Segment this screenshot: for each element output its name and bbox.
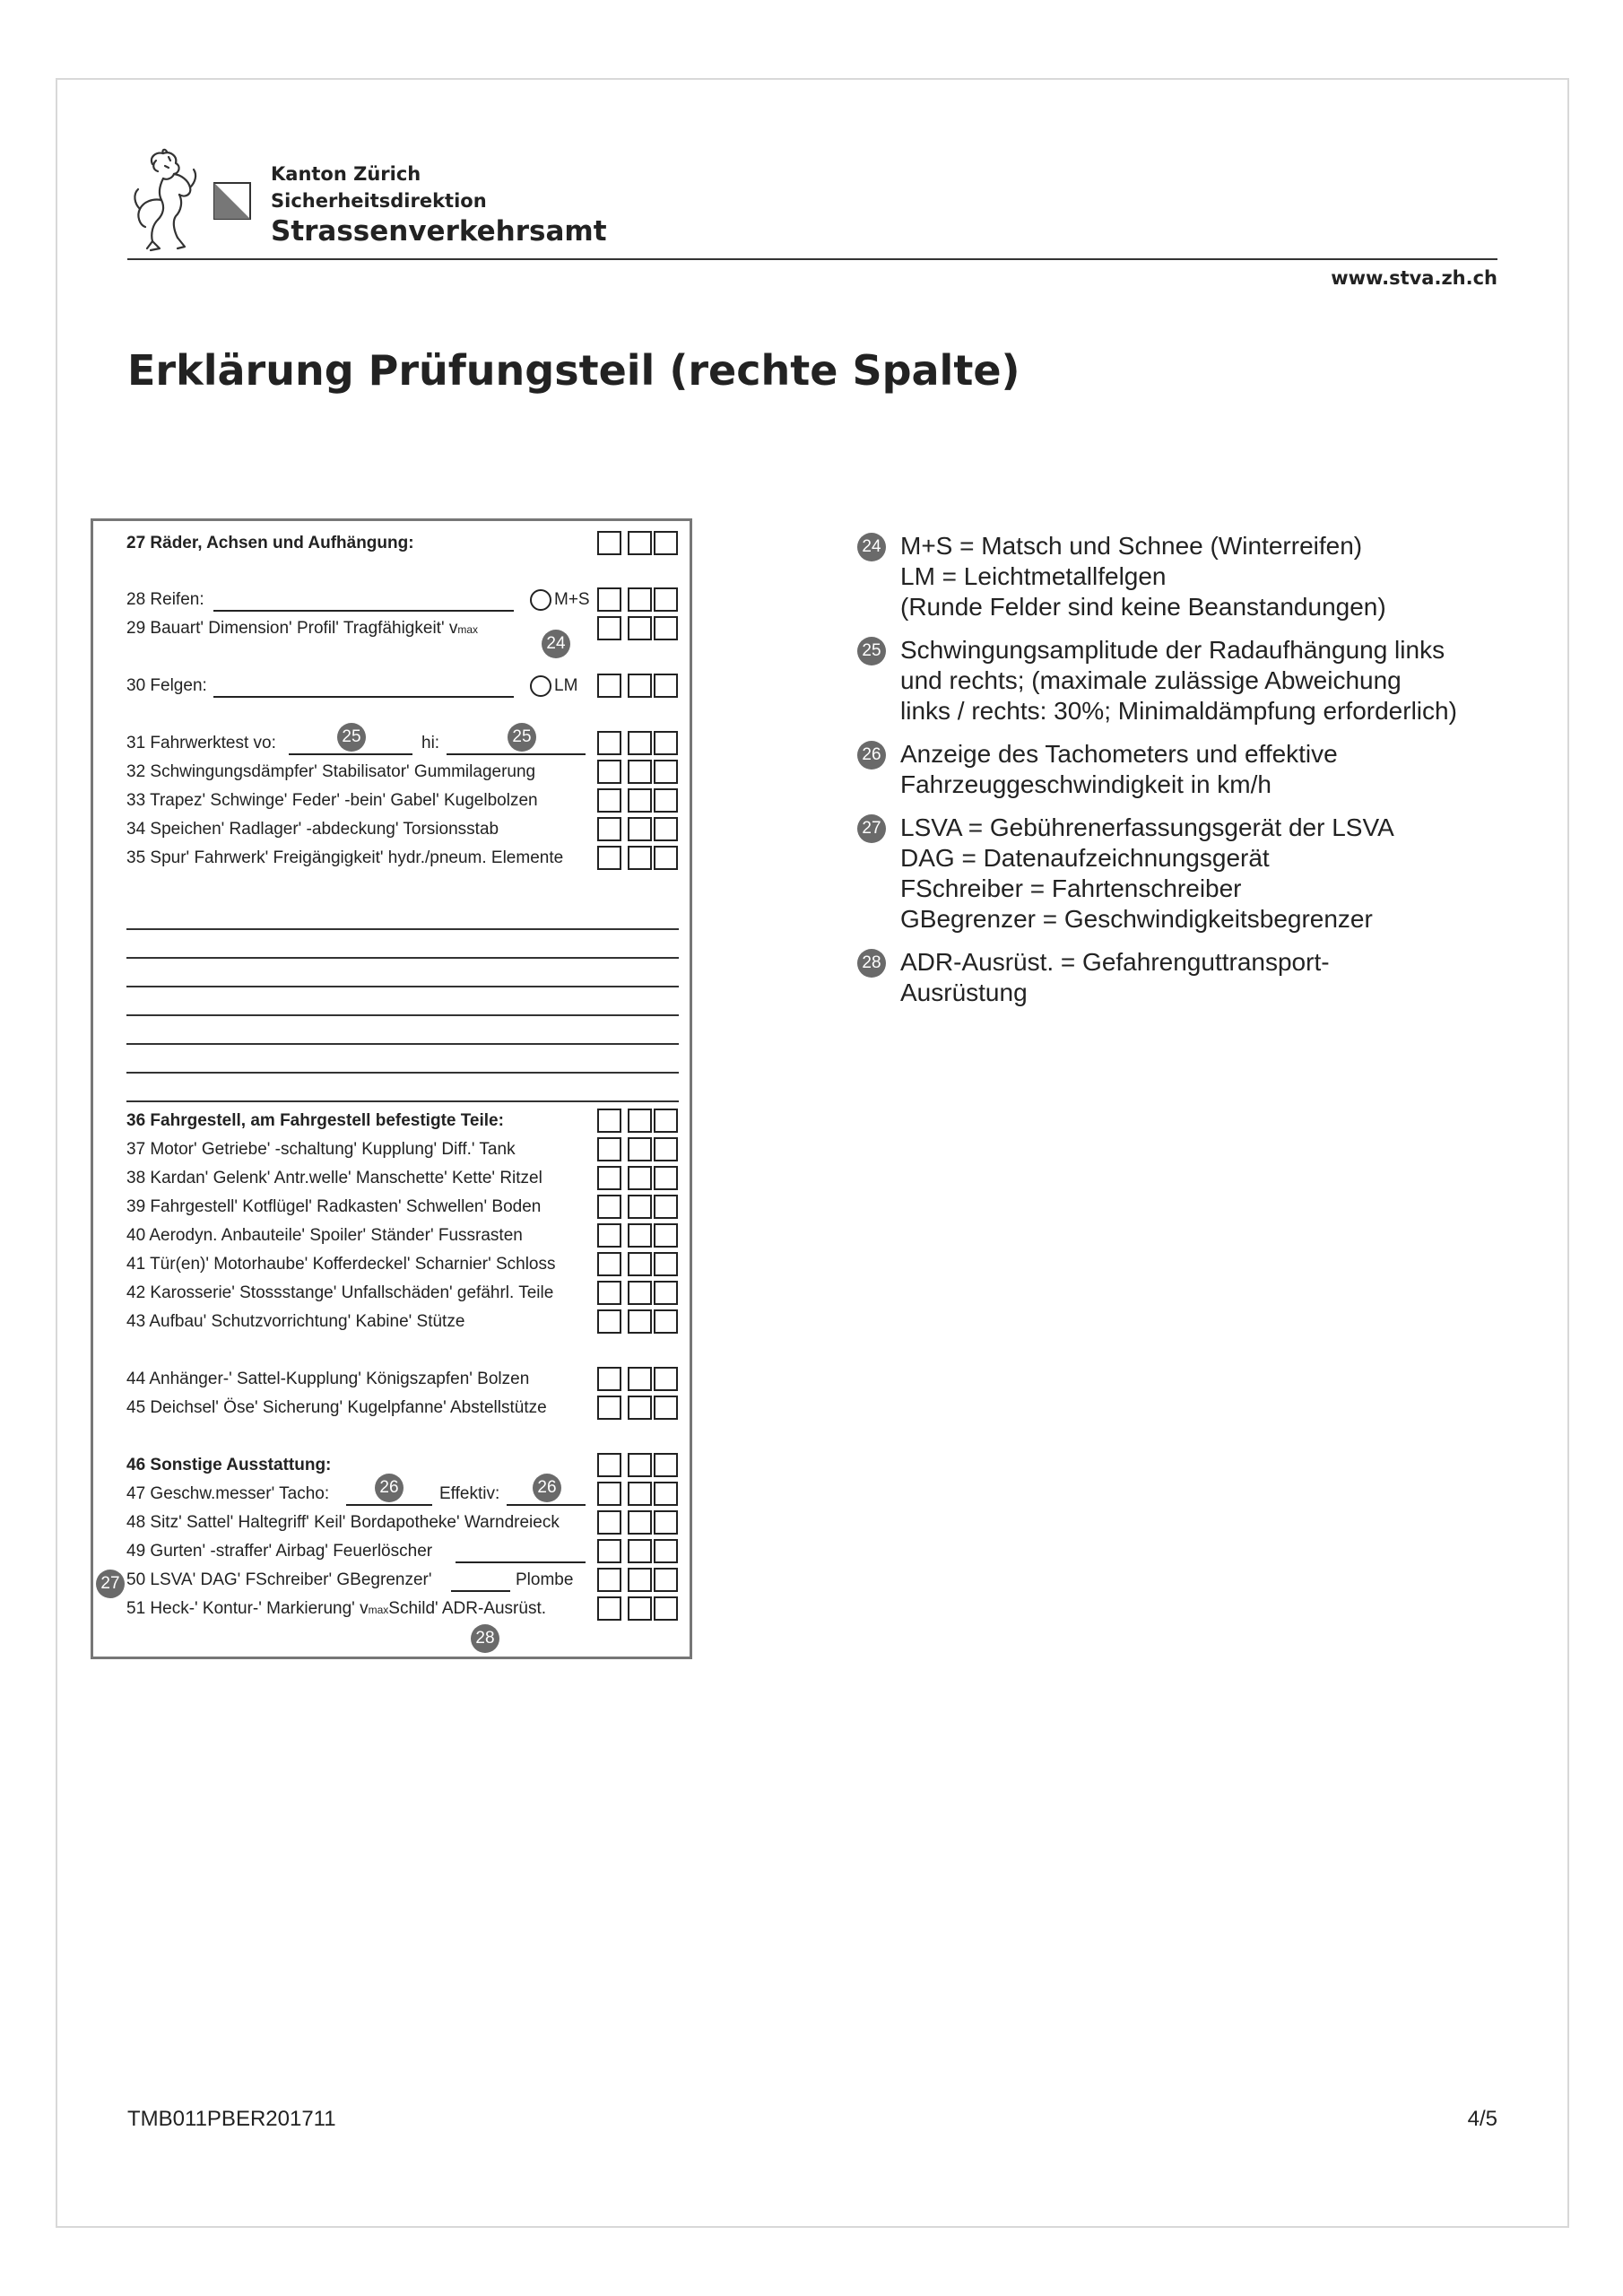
legend-text: Fahrzeuggeschwindigkeit in km/h: [900, 770, 1271, 798]
fill-line-rear[interactable]: [447, 753, 586, 755]
fill-line-rims[interactable]: [213, 696, 514, 698]
legend-badge: 26: [857, 741, 886, 770]
page-number: 4/5: [1467, 2107, 1497, 2131]
badge-26-tacho: 26: [375, 1474, 404, 1502]
legend-text: GBegrenzer = Geschwindigkeitsbegrenzer: [900, 905, 1373, 933]
legend-text: DAG = Datenaufzeichnungsgerät: [900, 844, 1270, 872]
website-link[interactable]: www.stva.zh.ch: [1331, 267, 1497, 289]
note-line[interactable]: [126, 957, 679, 959]
fill-line-safety[interactable]: [456, 1561, 586, 1563]
checkboxes-37[interactable]: [597, 1137, 679, 1162]
row-49-label: 49 Gurten' -straffer' Airbag' Feuerlöscher: [126, 1542, 433, 1561]
legend-text: Anzeige des Tachometers und effektive: [900, 740, 1338, 768]
row-27-header: 27 Räder, Achsen und Aufhängung:: [126, 534, 414, 552]
legend-text: Ausrüstung: [900, 978, 1028, 1006]
row-41: 41 Tür(en)' Motorhaube' Kofferdeckel' Scharnier' Schloss: [126, 1255, 556, 1274]
checkboxes-29[interactable]: [597, 616, 679, 641]
badge-26-effective: 26: [533, 1474, 561, 1502]
legend-item-26: [857, 739, 1503, 800]
note-line[interactable]: [126, 1072, 679, 1074]
note-line[interactable]: [126, 928, 679, 930]
row-33: 33 Trapez' Schwinge' Feder' -bein' Gabel' Kugelbolzen: [126, 791, 538, 810]
ms-label: M+S: [554, 590, 590, 609]
checkboxes-43[interactable]: [597, 1309, 679, 1335]
zurich-flag-icon: [213, 182, 251, 220]
legend-badge: 24: [857, 533, 886, 561]
note-line[interactable]: [126, 1043, 679, 1045]
row-28-label: 28 Reifen:: [126, 590, 204, 609]
checkboxes-44[interactable]: [597, 1367, 679, 1392]
legend-text: LM = Leichtmetallfelgen: [900, 562, 1167, 590]
checkboxes-47[interactable]: [597, 1482, 679, 1507]
checkboxes-46[interactable]: [597, 1453, 679, 1478]
document-code: TMB011PBER201711: [127, 2107, 336, 2131]
explanation-legend: [857, 531, 1503, 1021]
row-51-text: 51 Heck-' Kontur-' Markierung' v: [126, 1599, 369, 1618]
legend-text: (Runde Felder sind keine Beanstandungen): [900, 593, 1386, 621]
row-42: 42 Karosserie' Stossstange' Unfallschäden' gefährl. Teile: [126, 1283, 554, 1302]
row-34: 34 Speichen' Radlager' -abdeckung' Torsionsstab: [126, 820, 499, 839]
row-29-label: [126, 619, 478, 639]
row-46-header: 46 Sonstige Ausstattung:: [126, 1456, 332, 1474]
note-line[interactable]: [126, 1100, 679, 1102]
legend-item-28: [857, 947, 1503, 1008]
page-title: Erklärung Prüfungsteil (rechte Spalte): [127, 346, 1020, 395]
row-45: 45 Deichsel' Öse' Sicherung' Kugelpfanne' Abstellstütze: [126, 1398, 547, 1417]
badge-24: 24: [542, 630, 570, 658]
checkboxes-33[interactable]: [597, 788, 679, 813]
fill-line-tacho[interactable]: [346, 1504, 432, 1506]
checkboxes-51[interactable]: [597, 1596, 679, 1622]
row-50-label: 50 LSVA' DAG' FSchreiber' GBegrenzer': [126, 1570, 432, 1589]
row-29-text: 29 Bauart' Dimension' Profil' Tragfähigkeit' v: [126, 619, 458, 638]
row-51-label: [126, 1599, 546, 1619]
fill-line-front[interactable]: [289, 753, 412, 755]
badge-28: 28: [471, 1624, 499, 1653]
legend-text: LSVA = Gebührenerfassungsgerät der LSVA: [900, 813, 1394, 841]
checkboxes-27[interactable]: [597, 531, 679, 556]
row-50-plombe-label: Plombe: [516, 1570, 574, 1589]
org-name-office: Strassenverkehrsamt: [271, 215, 607, 248]
header-divider: [127, 258, 1497, 260]
badge-25-rear: 25: [508, 723, 536, 752]
row-48: 48 Sitz' Sattel' Haltegriff' Keil' Bordapotheke' Warndreieck: [126, 1513, 560, 1532]
checkboxes-35[interactable]: [597, 846, 679, 871]
lm-radio[interactable]: [530, 675, 551, 697]
row-38: 38 Kardan' Gelenk' Antr.welle' Manschette' Kette' Ritzel: [126, 1169, 542, 1187]
lm-label: LM: [554, 676, 578, 695]
checkboxes-39[interactable]: [597, 1195, 679, 1220]
checkboxes-45[interactable]: [597, 1396, 679, 1421]
checkboxes-49[interactable]: [597, 1539, 679, 1564]
legend-text: Schwingungsamplitude der Radaufhängung links: [900, 636, 1445, 664]
note-line[interactable]: [126, 986, 679, 987]
legend-badge: 25: [857, 637, 886, 665]
row-30-label: 30 Felgen:: [126, 676, 207, 695]
checkboxes-30[interactable]: [597, 674, 679, 699]
legend-text: links / rechts: 30%; Minimaldämpfung erforderlich): [900, 697, 1457, 725]
org-name-canton: Kanton Zürich: [271, 163, 421, 185]
row-51-text-end: Schild' ADR-Ausrüst.: [388, 1599, 547, 1618]
fill-line-effective[interactable]: [507, 1504, 586, 1506]
badge-25-front: 25: [337, 723, 366, 752]
badge-27: 27: [96, 1570, 125, 1598]
fill-line-tires[interactable]: [213, 610, 514, 612]
vmax-subscript: max: [457, 623, 479, 636]
legend-badge: 27: [857, 814, 886, 843]
row-36-header: 36 Fahrgestell, am Fahrgestell befestigte Teile:: [126, 1111, 504, 1130]
checkboxes-32[interactable]: [597, 760, 679, 785]
zurich-lion-icon: [126, 148, 202, 256]
checkboxes-36[interactable]: [597, 1109, 679, 1134]
legend-item-27: [857, 813, 1503, 935]
fill-line-plombe[interactable]: [451, 1590, 510, 1592]
checkboxes-28[interactable]: [597, 587, 679, 613]
legend-badge: 28: [857, 949, 886, 978]
checkboxes-48[interactable]: [597, 1510, 679, 1535]
row-47-label: 47 Geschw.messer' Tacho:: [126, 1484, 330, 1503]
row-43: 43 Aufbau' Schutzvorrichtung' Kabine' Stütze: [126, 1312, 465, 1331]
checkboxes-34[interactable]: [597, 817, 679, 842]
ms-radio[interactable]: [530, 589, 551, 611]
checkboxes-38[interactable]: [597, 1166, 679, 1191]
legend-text: FSchreiber = Fahrtenschreiber: [900, 874, 1242, 902]
row-40: 40 Aerodyn. Anbauteile' Spoiler' Ständer' Fussrasten: [126, 1226, 523, 1245]
row-31-rear-label: hi:: [421, 734, 440, 752]
checkboxes-31[interactable]: [597, 731, 679, 756]
legend-text: M+S = Matsch und Schnee (Winterreifen): [900, 532, 1363, 560]
row-47-effective-label: Effektiv:: [439, 1484, 500, 1503]
row-31-label: 31 Fahrwerktest vo:: [126, 734, 276, 752]
checkboxes-40[interactable]: [597, 1223, 679, 1248]
row-37: 37 Motor' Getriebe' -schaltung' Kupplung' Diff.' Tank: [126, 1140, 516, 1159]
row-39: 39 Fahrgestell' Kotflügel' Radkasten' Schwellen' Boden: [126, 1197, 542, 1216]
legend-text: ADR-Ausrüst. = Gefahrenguttransport-: [900, 948, 1330, 976]
checkboxes-41[interactable]: [597, 1252, 679, 1277]
legend-item-25: [857, 635, 1503, 726]
checkboxes-50[interactable]: [597, 1568, 679, 1593]
legend-item-24: [857, 531, 1503, 622]
vmax-subscript: max: [368, 1604, 389, 1616]
note-line[interactable]: [126, 1014, 679, 1016]
row-35: 35 Spur' Fahrwerk' Freigängigkeit' hydr./pneum. Elemente: [126, 848, 564, 867]
legend-text: und rechts; (maximale zulässige Abweichung: [900, 666, 1402, 694]
row-44: 44 Anhänger-' Sattel-Kupplung' Königszapfen' Bolzen: [126, 1370, 530, 1388]
row-32: 32 Schwingungsdämpfer' Stabilisator' Gummilagerung: [126, 762, 536, 781]
checkboxes-42[interactable]: [597, 1281, 679, 1306]
org-name-directorate: Sicherheitsdirektion: [271, 190, 487, 212]
